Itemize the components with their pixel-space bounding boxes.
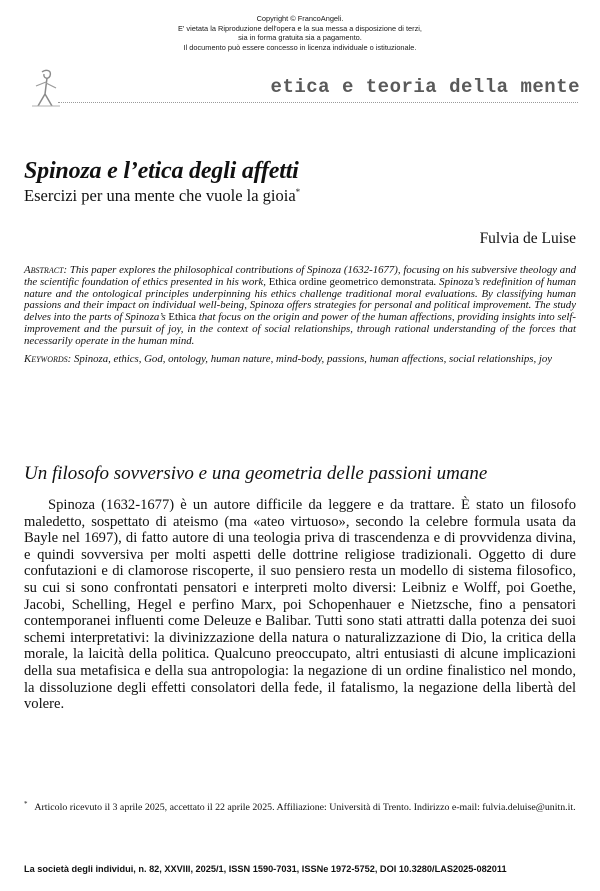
journal-citation-footer: La società degli individui, n. 82, XXVIII, 2025/1, ISSN 1590-7031, ISSNe 1972-5752, DOI 10.3280/LAS2025-082011 <box>24 864 507 874</box>
header-rule <box>58 102 578 103</box>
work-title: Ethica ordine geometrico demonstrata <box>268 275 434 288</box>
author-name: Fulvia de Luise <box>479 230 576 247</box>
abstract-label: Abstract: <box>24 264 68 276</box>
subtitle-text: Esercizi per una mente che vuole la gioia <box>24 186 296 205</box>
journal-header <box>20 66 580 110</box>
keywords-label: Keywords: <box>24 352 72 365</box>
work-title: Ethica <box>168 311 196 324</box>
footnote <box>24 798 576 814</box>
copyright-line: Copyright © FrancoAngeli. <box>256 14 344 23</box>
article-title: Spinoza e l’etica degli affetti <box>24 158 299 184</box>
copyright-line: sia in forma gratuita sia a pagamento. <box>238 33 362 43</box>
sketch-figure-logo-icon <box>26 66 66 110</box>
abstract-paragraph <box>24 265 576 348</box>
footnote-text: Articolo ricevuto il 3 aprile 2025, accettato il 22 aprile 2025. Affiliazione: Università di Trento. Indirizzo e-mail: fulvia.deluise@unitn.it. <box>34 802 576 813</box>
abstract-text: . Spinoza’s redefinition of human nature and the ontological principles underpinning his ethics challenge traditional moral evaluations. By classifying human passions and their impact on individual well-being, Spinoza offers strategies for personal and political improvement. The study delves into the parts of Spinoza’s <box>24 275 576 324</box>
footnote-marker: * <box>24 800 28 808</box>
copyright-line: Il documento può essere concesso in licenza individuale o istituzionale. <box>183 42 417 52</box>
keywords-text: Spinoza, ethics, God, ontology, human nature, mind-body, passions, human affections, social relationships, joy <box>71 352 553 365</box>
copyright-notice <box>0 14 600 52</box>
section-heading: Un filosofo sovversivo e una geometria delle passioni umane <box>24 463 488 484</box>
abstract-block <box>24 265 576 371</box>
article-subtitle <box>24 186 300 206</box>
keywords-paragraph <box>24 354 576 366</box>
footnote-marker: * <box>295 187 301 197</box>
abstract-text: This paper explores the philosophical contributions of Spinoza (1632-1677), focusing on his subversive theology and the scientific foundation of ethics presented in his work, <box>24 264 576 288</box>
journal-section-title: etica e teoria della mente <box>270 76 580 98</box>
body-paragraph: Spinoza (1632-1677) è un autore difficile da leggere e da trattare. È stato un filosofo maledetto, sospettato di ateismo (ma «ateo virtuoso», secondo la celebre formula usata da Bayle nel 1697), di fatto autore di una teologia priva di trascendenza e di provvidenza divina, e quindi sovversiva per molti aspetti delle dottrine religiose tradizionali. Oggetto di dure confutazioni e di clamorose riscoperte, il suo pensiero resta un modello di sistema filosofico, su cui si sono confrontati pensatori e interpreti molto diversi: Leibniz e Wolff, poi Goethe, Jacobi, Schelling, Hegel e perfino Marx, poi Schopenhauer e Nietzsche, fino a pensatori contemporanei influenti come Deleuze e Balibar. Tutti sono stati attratti dalla potenza dei suoi schemi interpretativi: la divinizzazione della natura o naturalizzazione di Dio, la critica della morale, la laicità della politica. Qualcuno preoccupato, altri entusiasti di alcune implicazioni della sua metafisica e della sua antropologia: la negazione di un ordine finalistico nel mondo, la dissoluzione degli effetti consolatori della fede, il fatalismo, la negazione della libertà del volere. <box>24 497 576 713</box>
copyright-line: E' vietata la Riproduzione dell'opera e la sua messa a disposizione di terzi, <box>178 23 422 33</box>
abstract-text: that focus on the origin and power of the human affections, providing insights into self-improvement and the pursuit of joy, in the context of social relationships, through rational understanding of the forces that necessarily operate in the human mind. <box>24 311 577 347</box>
